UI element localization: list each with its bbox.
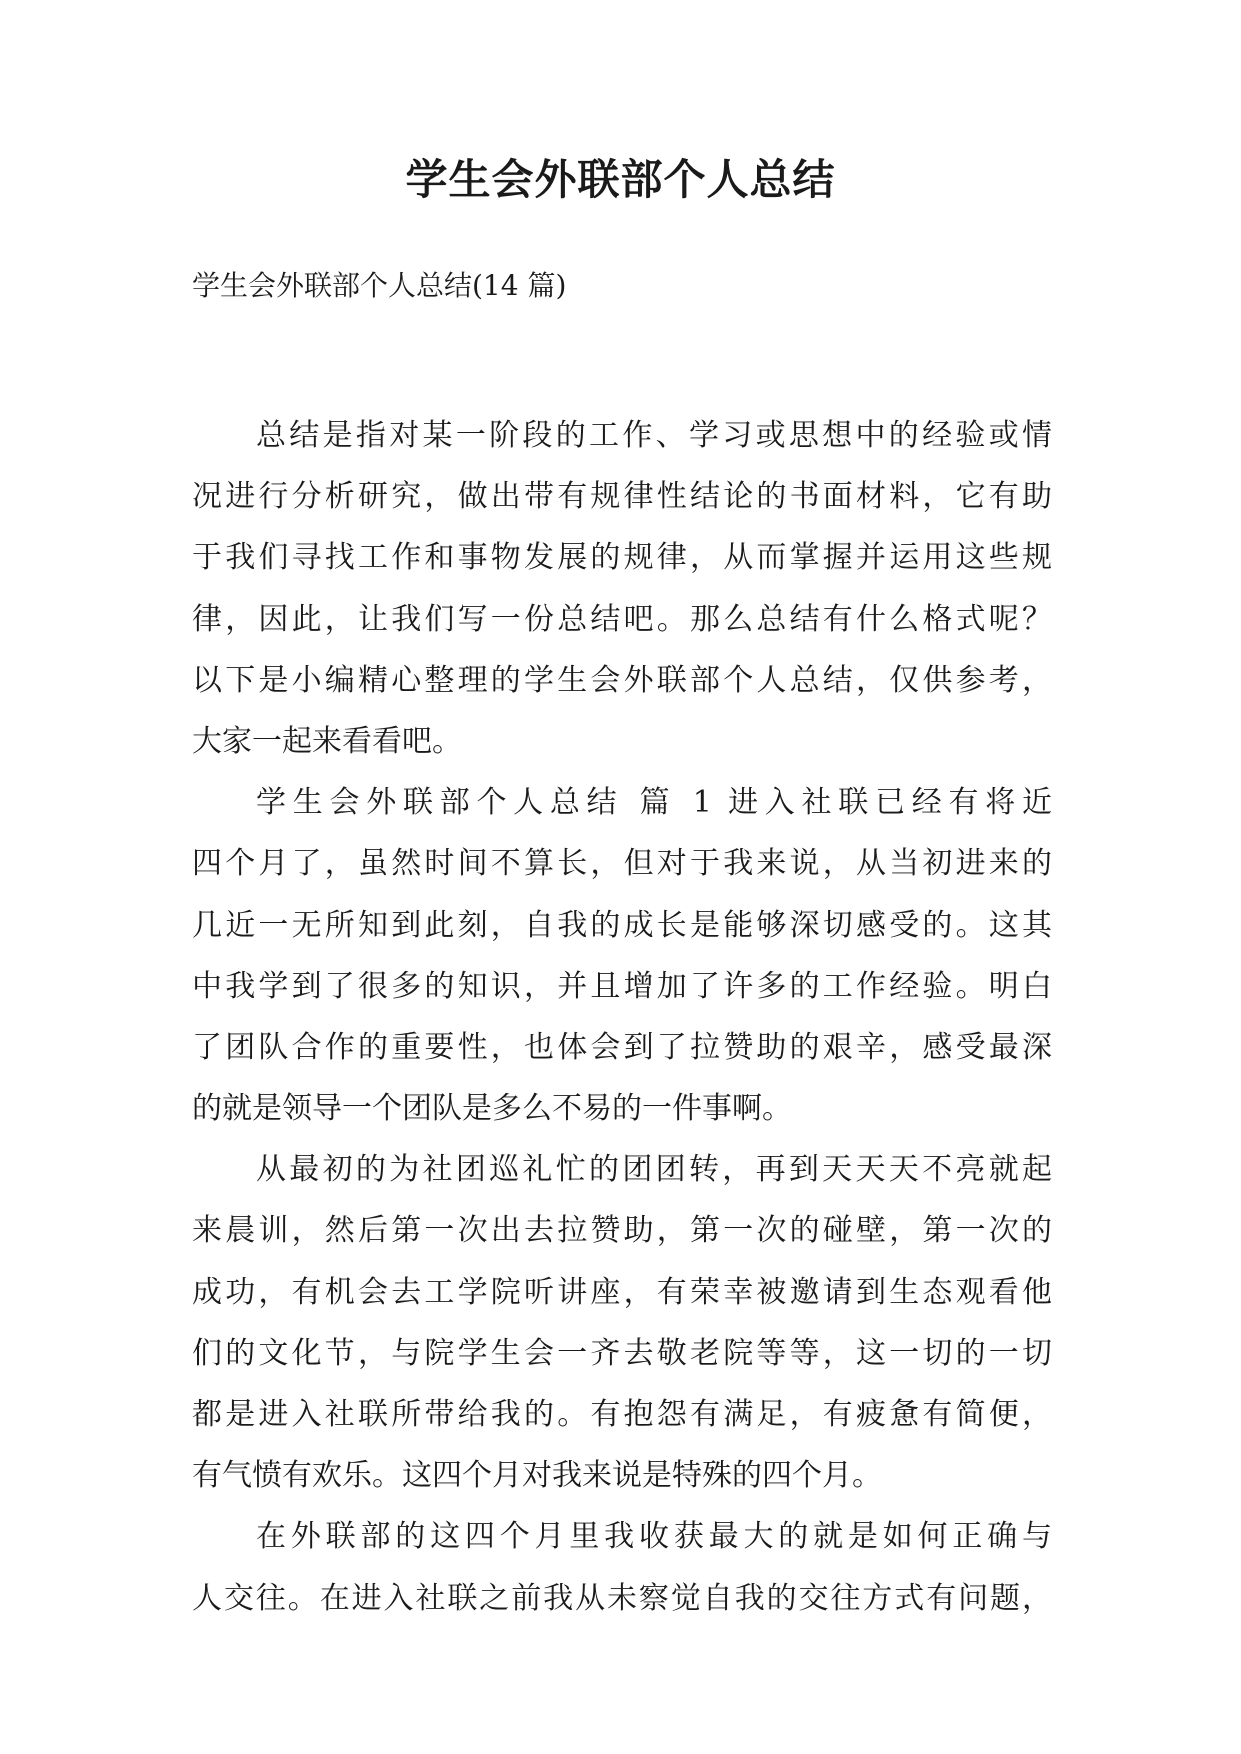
text-line: 来晨训，然后第一次出去拉赞助，第一次的碰壁，第一次的 (192, 1213, 1052, 1249)
document-subtitle: 学生会外联部个人总结(14 篇) (192, 269, 567, 302)
document-body (192, 405, 1052, 1629)
text-line: 在外联部的这四个月里我收获最大的就是如何正确与 (256, 1519, 1052, 1555)
text-line: 大家一起来看看吧。 (192, 723, 462, 759)
text-line: 从最初的为社团巡礼忙的团团转，再到天天天不亮就起 (256, 1152, 1052, 1188)
text-line: 人交往。在进入社联之前我从未察觉自我的交往方式有问题， (192, 1580, 1052, 1616)
text-line: 的就是领导一个团队是多么不易的一件事啊。 (192, 1091, 792, 1127)
text-line: 四个月了，虽然时间不算长，但对于我来说，从当初进来的 (192, 846, 1052, 882)
text-line: 有气愤有欢乐。这四个月对我来说是特殊的四个月。 (192, 1458, 882, 1494)
text-line: 况进行分析研究，做出带有规律性结论的书面材料，它有助 (192, 479, 1052, 515)
text-line: 成功，有机会去工学院听讲座，有荣幸被邀请到生态观看他 (192, 1274, 1052, 1310)
text-line: 律，因此，让我们写一份总结吧。那么总结有什么格式呢？ (192, 601, 1052, 637)
text-line: 都是进入社联所带给我的。有抱怨有满足，有疲惫有简便， (192, 1397, 1052, 1432)
document-title: 学生会外联部个人总结 (405, 155, 836, 204)
text-line: 几近一无所知到此刻，自我的成长是能够深切感受的。这其 (192, 907, 1052, 943)
text-line: 总结是指对某一阶段的工作、学习或思想中的经验或情 (256, 418, 1052, 453)
text-line: 们的文化节，与院学生会一齐去敬老院等等，这一切的一切 (192, 1335, 1052, 1371)
text-line: 于我们寻找工作和事物发展的规律，从而掌握并运用这些规 (192, 540, 1052, 576)
text-line: 以下是小编精心整理的学生会外联部个人总结，仅供参考， (192, 662, 1052, 698)
text-line: 了团队合作的重要性，也体会到了拉赞助的艰辛，感受最深 (192, 1029, 1052, 1065)
text-line: 中我学到了很多的知识，并且增加了许多的工作经验。明白 (192, 968, 1052, 1004)
text-line: 学生会外联部个人总结 篇 1 进入社联已经有将近 (256, 785, 1052, 821)
